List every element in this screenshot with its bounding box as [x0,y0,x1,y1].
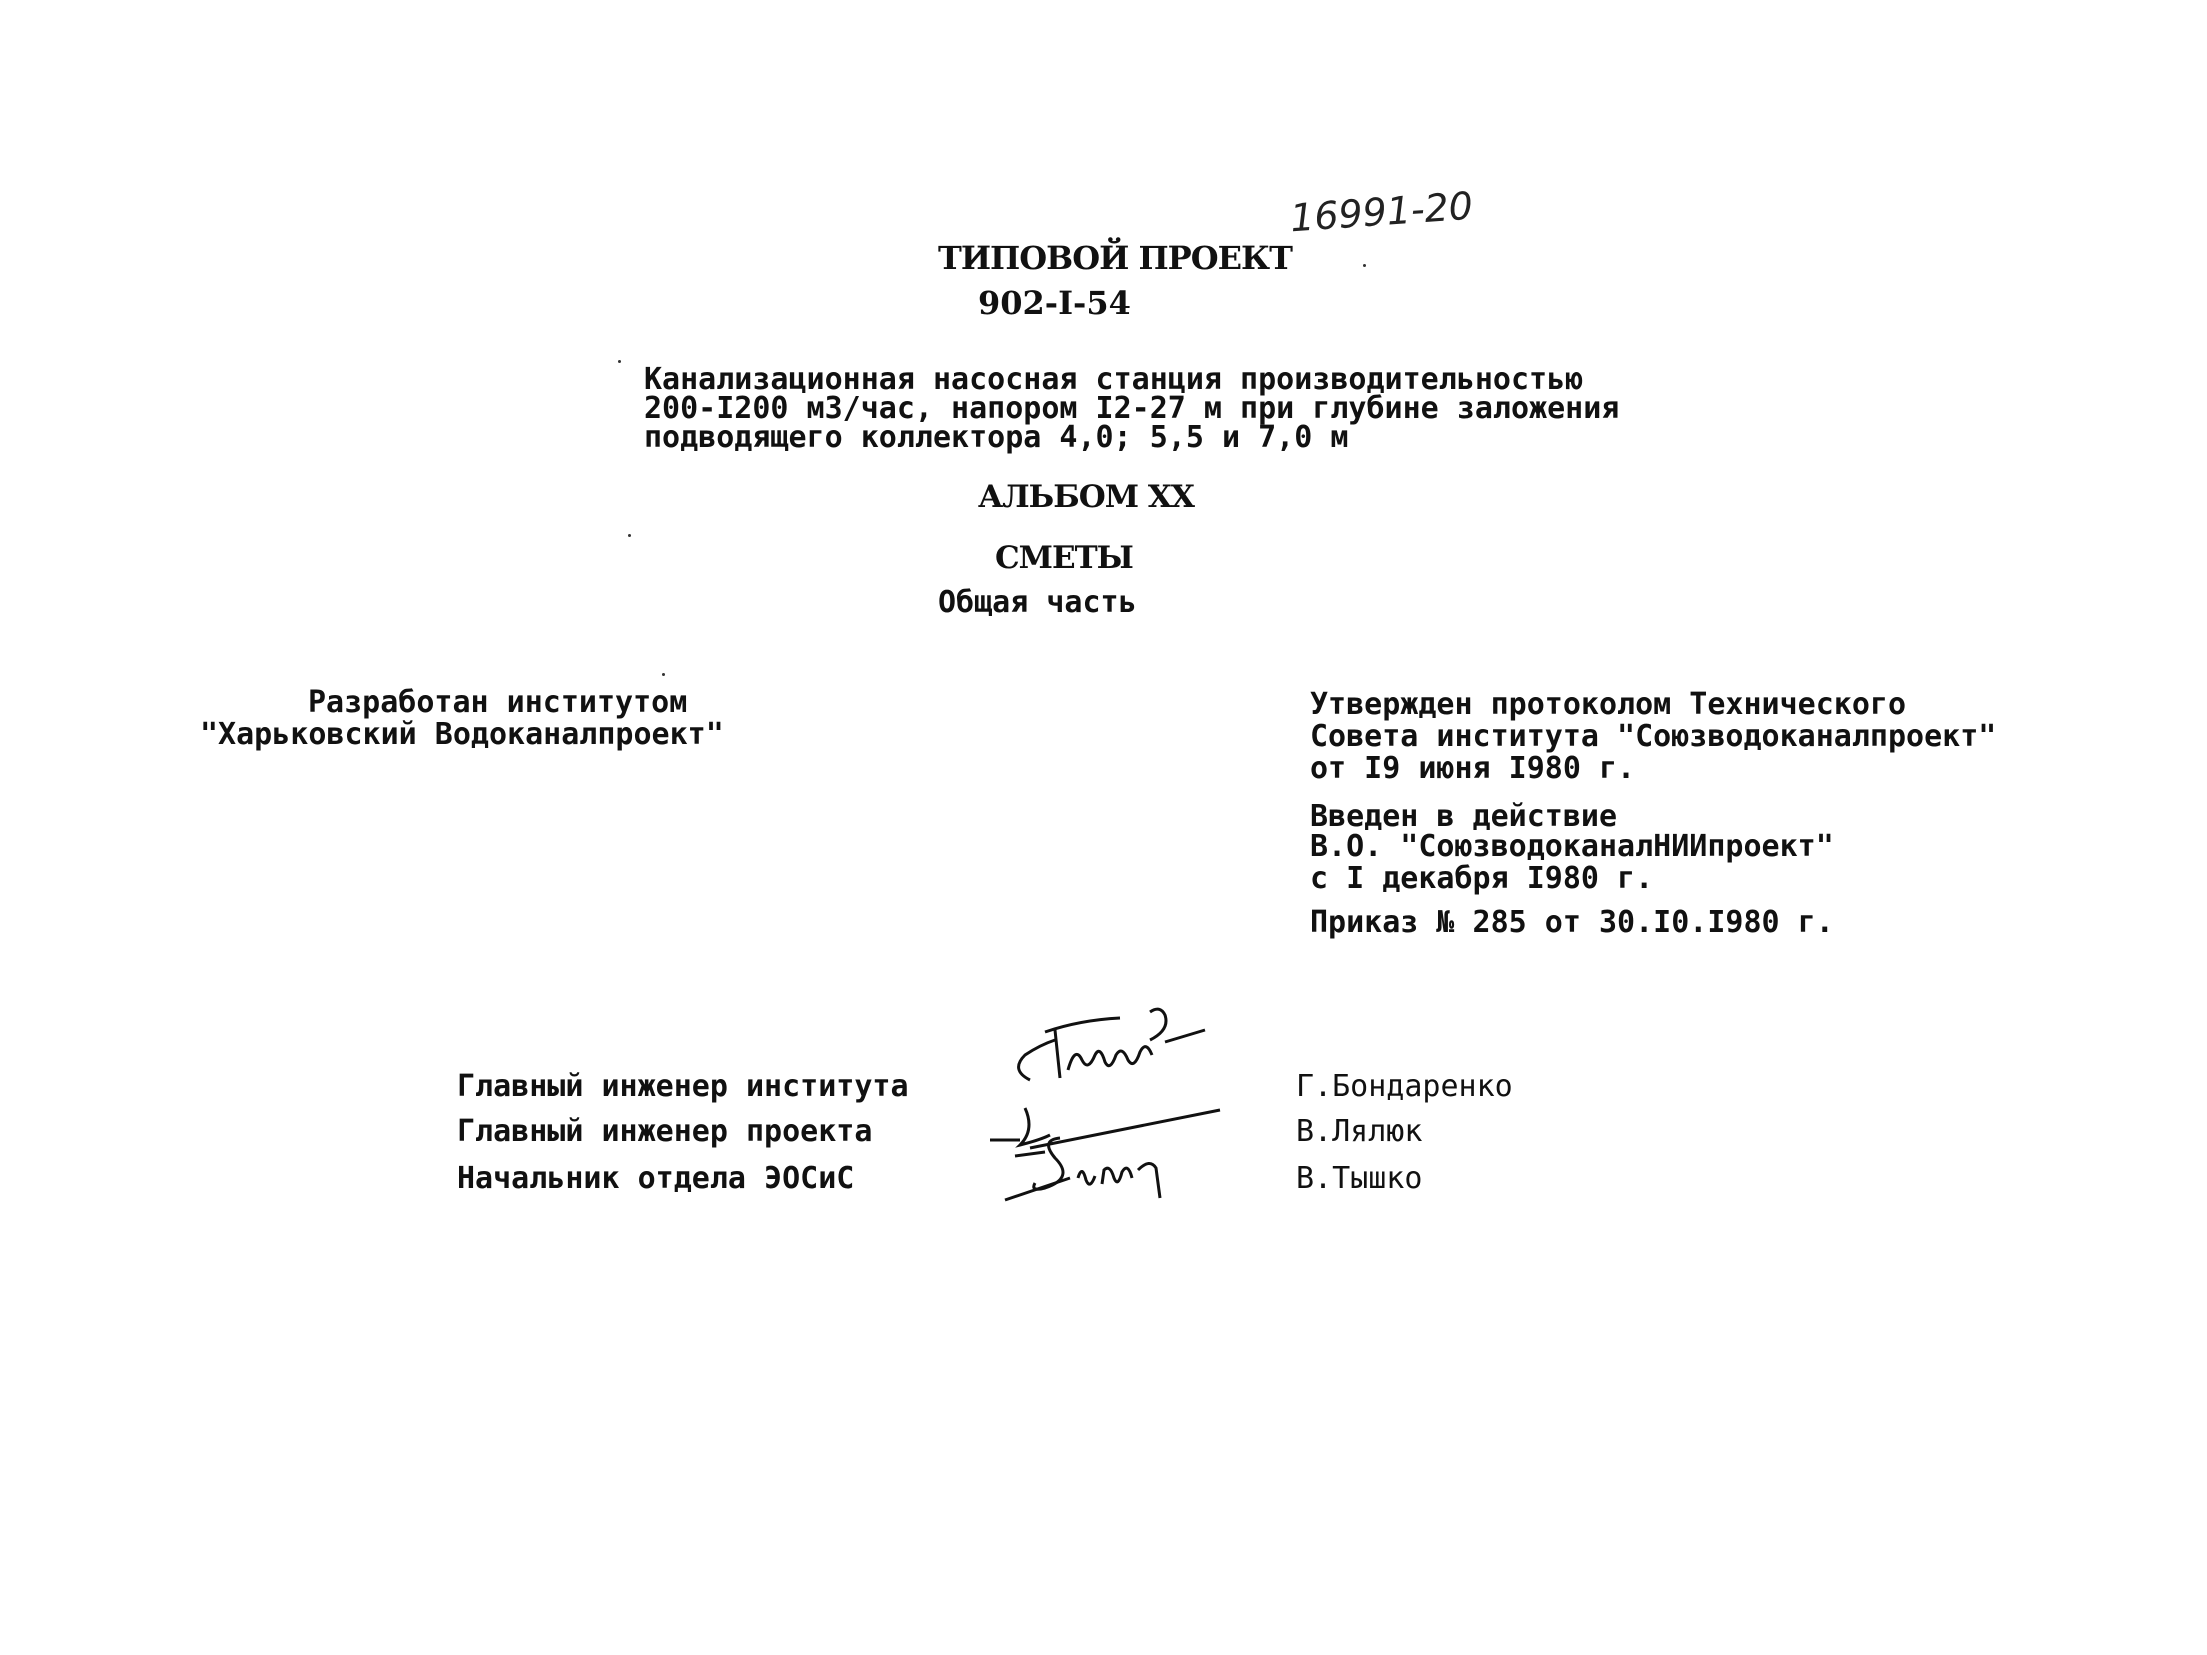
project-code: 902-I-54 [978,284,1131,322]
signatory-name-1: Г.Бондаренко [1296,1069,1513,1104]
description-line-1: Канализационная насосная станция производительностью [644,362,1584,397]
description-line-2: 200-I200 м3/час, напором I2-27 м при глубине заложения [644,391,1620,426]
approval-line-1: Утвержден протоколом Технического [1310,687,1907,722]
signatory-role-3: Начальник отдела ЭОСиС [457,1161,855,1196]
approval-line-7: Приказ № 285 от 30.I0.I980 г. [1310,905,1834,940]
signatory-name-3: В.Тышко [1296,1161,1423,1196]
album-label: АЛЬБОМ XX [978,479,1194,515]
scan-speck [1363,264,1366,267]
description-line-3: подводящего коллектора 4,0; 5,5 и 7,0 м [644,420,1349,455]
approval-line-2: Совета института "Союзводоканалпроект" [1310,719,1997,754]
approval-line-6: с I декабря I980 г. [1310,861,1654,896]
signature-chief-engineer-institute [1000,1000,1230,1090]
scan-speck [628,534,631,537]
approval-line-5: В.О. "СоюзводоканалНИИпроект" [1310,829,1834,864]
developer-line-1: Разработан институтом [308,685,688,720]
handwritten-doc-number: 16991-20 [1288,183,1475,241]
document-title: ТИПОВОЙ ПРОЕКТ [938,239,1292,277]
signatory-name-2: В.Лялюк [1296,1114,1423,1149]
signature-department-head [1000,1128,1200,1208]
signatory-role-1: Главный инженер института [457,1069,909,1104]
signatory-role-2: Главный инженер проекта [457,1114,873,1149]
scan-speck [662,673,665,676]
approval-line-3: от I9 июня I980 г. [1310,751,1636,786]
subsection-label: Общая часть [938,585,1137,620]
developer-line-2: "Харьковский Водоканалпроект" [200,717,724,752]
scan-speck [618,360,621,363]
section-label: СМЕТЫ [995,540,1133,576]
approval-line-4: Введен в действие [1310,799,1618,834]
